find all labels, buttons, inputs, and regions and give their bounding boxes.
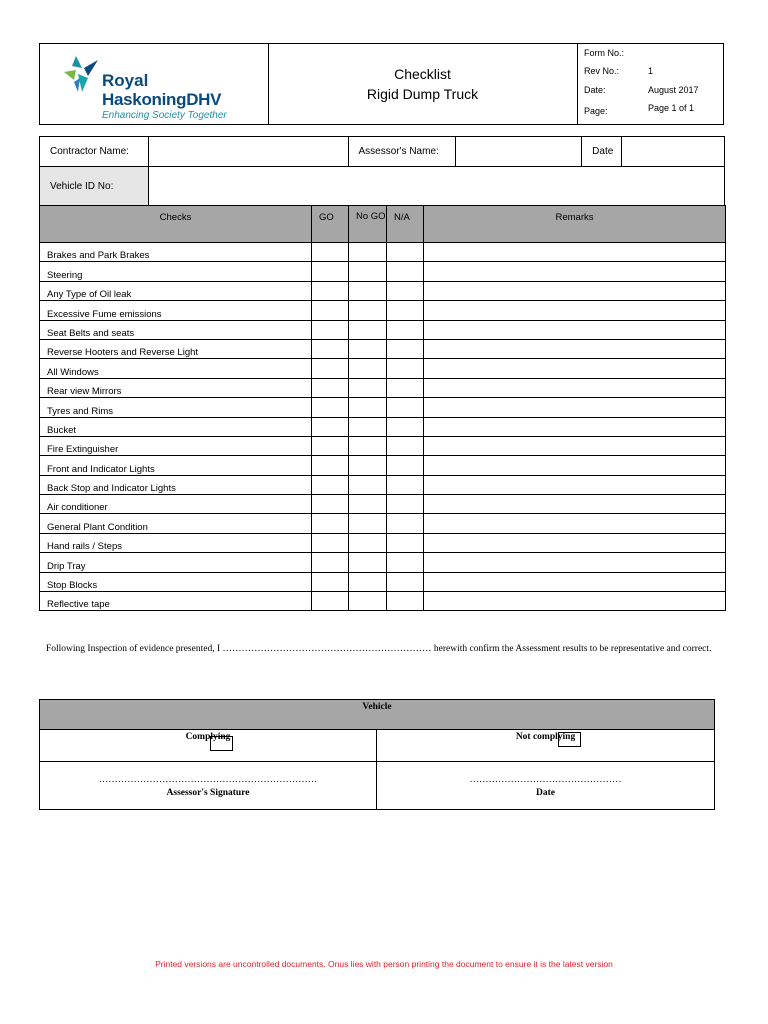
checklist-row [40,495,726,514]
check-item-label: Excessive Fume emissions [40,301,312,320]
info-table [39,136,725,206]
checklist-row [40,417,726,436]
title-line-1: Checklist [394,66,451,82]
check-item-label: All Windows [40,359,312,378]
go-cell[interactable] [312,262,349,281]
footer-disclaimer: Printed versions are uncontrolled documents. Onus lies with person printing the document to ensure it is the latest version [155,959,613,969]
na-cell[interactable] [387,262,424,281]
check-item-label: Stop Blocks [40,572,312,591]
go-cell[interactable] [312,339,349,358]
meta-row-rev [584,66,724,78]
logo-text-royal: Royal [102,71,149,90]
header-remarks: Remarks [424,206,726,243]
no-go-cell[interactable] [349,436,387,455]
signature-cell[interactable] [40,762,377,810]
no-go-cell[interactable] [349,495,387,514]
meta-value: 1 [648,66,654,76]
go-cell[interactable] [312,475,349,494]
checklist-row [40,398,726,417]
go-cell[interactable] [312,456,349,475]
document-title [268,44,578,124]
go-cell[interactable] [312,359,349,378]
checklist-row [40,533,726,552]
check-item-label: Fire Extinguisher [40,436,312,455]
checklist-row [40,553,726,572]
go-cell[interactable] [312,514,349,533]
not-complying-checkbox[interactable] [558,732,581,747]
checklist-row [40,436,726,455]
no-go-cell[interactable] [349,456,387,475]
not-complying-cell [377,730,715,762]
check-item-label: Any Type of Oil leak [40,281,312,300]
remarks-cell[interactable] [424,378,726,397]
na-cell[interactable] [387,378,424,397]
no-go-cell[interactable] [349,320,387,339]
date-label: Date [582,137,622,167]
go-cell[interactable] [312,398,349,417]
go-cell[interactable] [312,533,349,552]
remarks-cell[interactable] [424,301,726,320]
remarks-cell[interactable] [424,495,726,514]
go-cell[interactable] [312,243,349,262]
remarks-cell[interactable] [424,592,726,611]
title-line-2: Rigid Dump Truck [366,86,479,102]
na-cell[interactable] [387,398,424,417]
na-cell[interactable] [387,475,424,494]
assessor-label: Assessor's Name: [348,137,456,167]
check-item-label: Hand rails / Steps [40,533,312,552]
vehicle-id-field[interactable] [148,167,724,206]
header-na: N/A [387,206,424,243]
no-go-cell[interactable] [349,514,387,533]
checklist-row [40,262,726,281]
checklist-row [40,281,726,300]
checklist-row [40,301,726,320]
na-cell[interactable] [387,417,424,436]
checklist-row [40,475,726,494]
check-item-label: Back Stop and Indicator Lights [40,475,312,494]
date-field[interactable] [622,137,725,167]
go-cell[interactable] [312,378,349,397]
na-cell[interactable] [387,301,424,320]
go-cell[interactable] [312,495,349,514]
meta-value: August 2017 [648,85,699,95]
meta-value: Page 1 of 1 [648,103,695,113]
no-go-cell[interactable] [349,398,387,417]
no-go-cell[interactable] [349,572,387,591]
checklist-header-row [40,206,726,243]
go-cell[interactable] [312,553,349,572]
checklist-row [40,514,726,533]
no-go-cell[interactable] [349,553,387,572]
na-cell[interactable] [387,572,424,591]
checklist-row [40,572,726,591]
na-cell[interactable] [387,243,424,262]
remarks-cell[interactable] [424,281,726,300]
meta-key: Page: [584,106,608,116]
check-item-label: Reverse Hooters and Reverse Light [40,339,312,358]
go-cell[interactable] [312,281,349,300]
remarks-cell[interactable] [424,262,726,281]
logo-tagline: Enhancing Society Together [102,110,227,121]
no-go-cell[interactable] [349,281,387,300]
check-item-label: Tyres and Rims [40,398,312,417]
check-item-label: Reflective tape [40,592,312,611]
go-cell[interactable] [312,320,349,339]
meta-row-page [584,103,724,115]
vehicle-title: Vehicle [40,700,715,730]
header-go: GO [312,206,349,243]
no-go-cell[interactable] [349,475,387,494]
remarks-cell[interactable] [424,359,726,378]
check-item-label: Rear view Mirrors [40,378,312,397]
remarks-cell[interactable] [424,572,726,591]
na-cell[interactable] [387,359,424,378]
na-cell[interactable] [387,495,424,514]
na-cell[interactable] [387,514,424,533]
meta-key: Form No.: [584,48,625,58]
check-item-label: Front and Indicator Lights [40,456,312,475]
no-go-cell[interactable] [349,339,387,358]
check-item-label: Seat Belts and seats [40,320,312,339]
checklist-table [39,205,726,611]
na-cell[interactable] [387,533,424,552]
remarks-cell[interactable] [424,553,726,572]
no-go-cell[interactable] [349,533,387,552]
go-cell[interactable] [312,592,349,611]
check-item-label: General Plant Condition [40,514,312,533]
no-go-cell[interactable] [349,417,387,436]
no-go-cell[interactable] [349,359,387,378]
confirmation-statement: Following Inspection of evidence presented, I ………………………………………………………… herewith confirm the Assessment results to be representative and correct. [46,644,712,654]
signature-line: …………………………………………………………… [98,775,318,785]
vehicle-id-label: Vehicle ID No: [40,167,149,206]
na-cell[interactable] [387,592,424,611]
check-item-label: Bucket [40,417,312,436]
go-cell[interactable] [312,436,349,455]
signature-label: Assessor's Signature [166,788,250,798]
vehicle-table [39,699,715,810]
complying-label: Complying [185,732,231,742]
check-item-label: Steering [40,262,312,281]
remarks-cell[interactable] [424,417,726,436]
check-item-label: Air conditioner [40,495,312,514]
complying-cell [40,730,377,762]
go-cell[interactable] [312,417,349,436]
assessor-field[interactable] [456,137,582,167]
na-cell[interactable] [387,553,424,572]
checklist-row [40,456,726,475]
remarks-cell[interactable] [424,339,726,358]
logo-cell [40,44,269,124]
na-cell[interactable] [387,436,424,455]
contractor-label: Contractor Name: [40,137,149,167]
checklist-row [40,378,726,397]
remarks-cell[interactable] [424,475,726,494]
sign-date-line: ………………………………………… [469,775,622,785]
go-cell[interactable] [312,572,349,591]
meta-key: Date: [584,85,606,95]
no-go-cell[interactable] [349,301,387,320]
remarks-cell[interactable] [424,514,726,533]
checklist-row [40,243,726,262]
document-meta [578,44,724,124]
sign-date-label: Date [536,788,555,798]
check-item-label: Brakes and Park Brakes [40,243,312,262]
remarks-cell[interactable] [424,320,726,339]
checklist-row [40,592,726,611]
remarks-cell[interactable] [424,398,726,417]
sign-date-cell[interactable] [377,762,715,810]
remarks-cell[interactable] [424,456,726,475]
remarks-cell[interactable] [424,436,726,455]
meta-row-date [584,85,724,97]
no-go-cell[interactable] [349,262,387,281]
remarks-cell[interactable] [424,533,726,552]
header-no-go: No GO [349,206,387,243]
contractor-field[interactable] [148,137,348,167]
header-checks: Checks [40,206,312,243]
remarks-cell[interactable] [424,243,726,262]
na-cell[interactable] [387,320,424,339]
check-item-label: Drip Tray [40,553,312,572]
meta-row-form [584,48,724,60]
complying-checkbox[interactable] [210,736,233,751]
na-cell[interactable] [387,456,424,475]
go-cell[interactable] [312,301,349,320]
checklist-row [40,359,726,378]
document-header [39,43,724,125]
no-go-cell[interactable] [349,243,387,262]
no-go-cell[interactable] [349,592,387,611]
meta-key: Rev No.: [584,66,620,76]
not-complying-label: Not complying [515,732,576,742]
no-go-cell[interactable] [349,378,387,397]
na-cell[interactable] [387,281,424,300]
checklist-row [40,339,726,358]
logo-text-company: HaskoningDHV [102,90,222,109]
logo-star-icon [62,54,102,94]
checklist-row [40,320,726,339]
na-cell[interactable] [387,339,424,358]
